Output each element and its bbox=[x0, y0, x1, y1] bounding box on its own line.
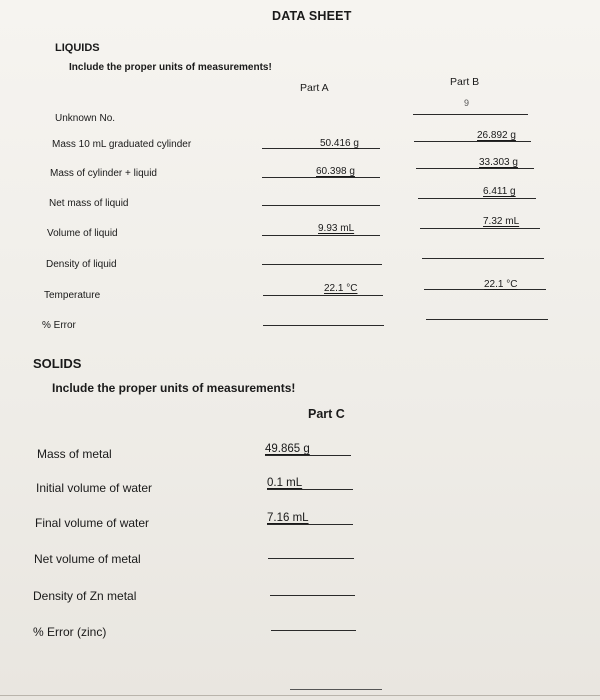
row-label-volume: Volume of liquid bbox=[47, 228, 118, 239]
row-label-density-zn: Density of Zn metal bbox=[33, 589, 137, 603]
row-label-temperature: Temperature bbox=[44, 290, 101, 301]
row-label-net-mass: Net mass of liquid bbox=[49, 198, 129, 209]
blank-mass-cylinder-liquid-a bbox=[262, 177, 380, 178]
blank-volume-b bbox=[420, 228, 540, 229]
solids-heading: SOLIDS bbox=[33, 356, 82, 371]
blank-net-mass-b bbox=[418, 198, 536, 199]
blank-unknown-b bbox=[413, 114, 528, 115]
liquids-instruction: Include the proper units of measurements! bbox=[69, 62, 272, 73]
value-mass-cylinder-a: 50.416 g bbox=[320, 138, 359, 149]
value-volume-b: 7.32 mL bbox=[483, 216, 520, 227]
row-label-initial-volume: Initial volume of water bbox=[36, 481, 153, 495]
part-b-header: Part B bbox=[450, 76, 480, 88]
page-title: DATA SHEET bbox=[272, 9, 352, 23]
value-mass-cylinder-liquid-a: 60.398 g bbox=[316, 166, 355, 177]
blank-percent-error-zinc-c bbox=[271, 630, 356, 631]
page-bottom-edge bbox=[0, 695, 600, 696]
value-temperature-a: 22.1 °C bbox=[324, 283, 358, 294]
row-label-mass-cylinder: Mass 10 mL graduated cylinder bbox=[52, 139, 192, 150]
solids-instruction: Include the proper units of measurements! bbox=[52, 381, 296, 395]
page-bottom-stray-line bbox=[290, 689, 382, 690]
value-temperature-b: 22.1 °C bbox=[484, 279, 518, 290]
blank-initial-volume-c bbox=[267, 489, 353, 490]
value-mass-metal-c: 49.865 g bbox=[265, 443, 310, 455]
part-b-unknown-number: 9 bbox=[464, 98, 470, 108]
row-label-percent-error-zinc: % Error (zinc) bbox=[33, 625, 107, 639]
blank-mass-metal-c bbox=[265, 455, 351, 456]
value-mass-cylinder-b: 26.892 g bbox=[477, 130, 516, 141]
part-c-header: Part C bbox=[308, 407, 345, 421]
blank-mass-cylinder-b bbox=[414, 141, 531, 142]
blank-volume-a bbox=[262, 235, 380, 236]
row-label-unknown-no: Unknown No. bbox=[55, 113, 116, 124]
row-label-mass-metal: Mass of metal bbox=[37, 447, 112, 461]
row-label-net-volume-metal: Net volume of metal bbox=[34, 552, 141, 566]
blank-final-volume-c bbox=[267, 524, 353, 525]
value-mass-cylinder-liquid-b: 33.303 g bbox=[479, 157, 518, 168]
blank-percent-error-b bbox=[426, 319, 548, 320]
blank-density-b bbox=[422, 258, 544, 259]
row-label-density: Density of liquid bbox=[46, 259, 117, 270]
blank-net-volume-metal-c bbox=[268, 558, 354, 559]
blank-density-zn-c bbox=[270, 595, 355, 596]
value-volume-a: 9.93 mL bbox=[318, 223, 355, 234]
liquids-heading: LIQUIDS bbox=[55, 42, 100, 54]
row-label-final-volume: Final volume of water bbox=[35, 516, 150, 530]
part-a-header: Part A bbox=[300, 82, 329, 94]
blank-net-mass-a bbox=[262, 205, 380, 206]
row-label-mass-cylinder-liquid: Mass of cylinder + liquid bbox=[50, 168, 157, 179]
blank-temperature-a bbox=[263, 295, 383, 296]
blank-mass-cylinder-liquid-b bbox=[416, 168, 534, 169]
row-label-percent-error: % Error bbox=[42, 320, 76, 331]
blank-density-a bbox=[262, 264, 382, 265]
value-net-mass-b: 6.411 g bbox=[483, 186, 516, 197]
blank-percent-error-a bbox=[263, 325, 384, 326]
value-final-volume-c: 7.16 mL bbox=[267, 512, 309, 524]
value-initial-volume-c: 0.1 mL bbox=[267, 477, 303, 489]
